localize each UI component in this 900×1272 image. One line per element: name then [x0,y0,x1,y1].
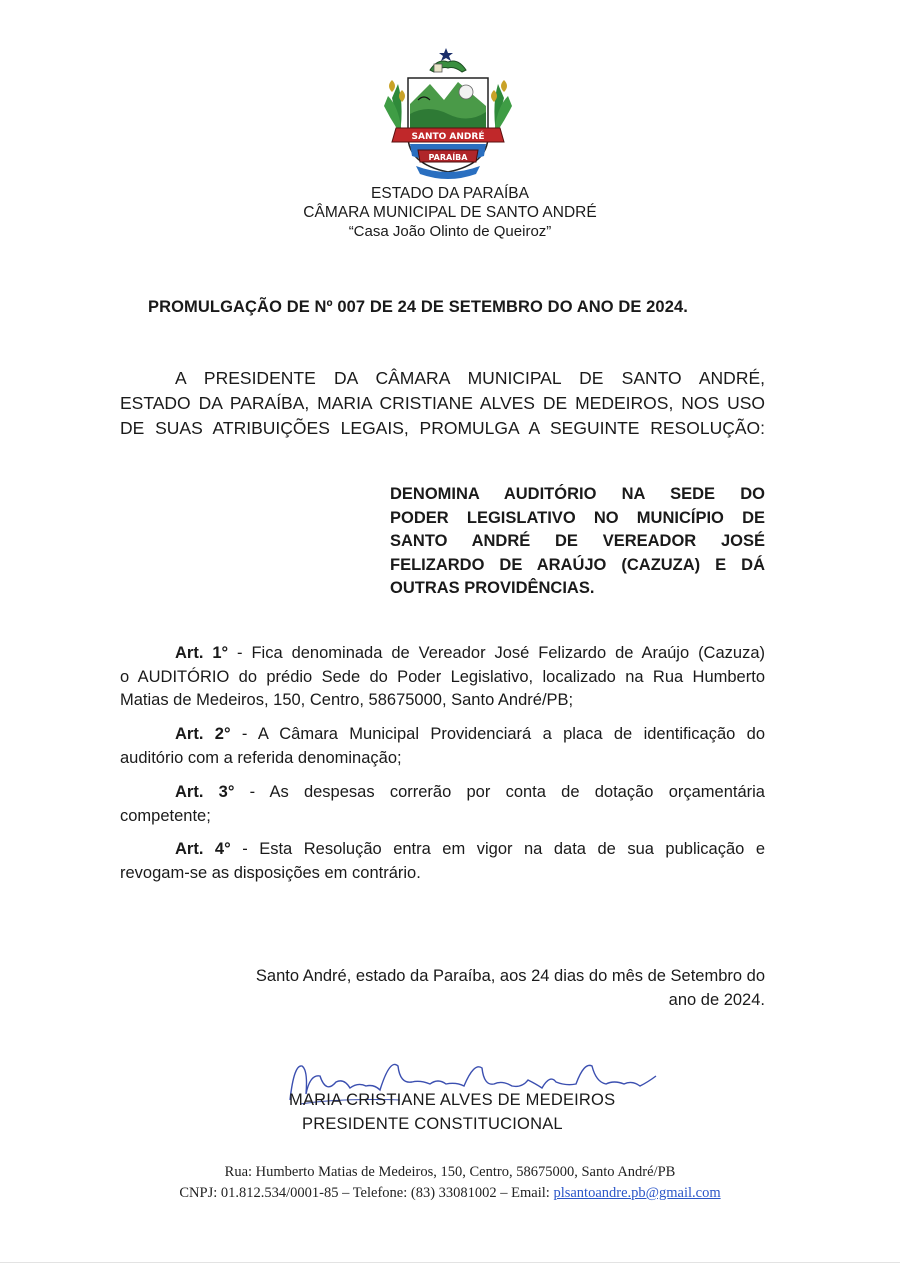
document-title: PROMULGAÇÃO DE Nº 007 DE 24 DE SETEMBRO DO ANO DE 2024. [148,298,688,316]
ementa-line: DENOMINA AUDITÓRIO NA SEDE DO [390,485,765,503]
preamble-line: DE SUAS ATRIBUIÇÕES LEGAIS, PROMULGA A SEGUINTE RESOLUÇÃO: [120,418,765,438]
article-text: o AUDITÓRIO do prédio Sede do Poder Legislativo, localizado na Rua Humberto [120,667,765,686]
article-text: competente; [120,806,211,825]
header-chamber: CÂMARA MUNICIPAL DE SANTO ANDRÉ [303,204,597,221]
ementa-line: PODER LEGISLATIVO NO MUNICÍPIO DE [390,508,765,527]
footer-address: Rua: Humberto Matias de Medeiros, 150, Centro, 58675000, Santo André/PB [224,1164,676,1180]
header-state: ESTADO DA PARAÍBA [371,185,529,202]
header-house: “Casa João Olinto de Queiroz” [348,223,552,240]
article-label: Art. 2° [175,725,231,743]
article-text: - Esta Resolução entra em vigor na data de sua publicação e [230,840,765,858]
page-bottom-rule [0,1262,900,1263]
article-text: - As despesas correrão por conta de dotação orçamentária [234,783,765,801]
ementa-line: OUTRAS PROVIDÊNCIAS. [390,579,595,597]
article-text: auditório com a referida denominação; [120,748,402,767]
footer-contact [0,1183,900,1203]
article-text: Matias de Medeiros, 150, Centro, 58675000, Santo André/PB; [120,691,574,709]
article-label: Art. 1° [175,644,229,662]
ementa-line: FELIZARDO DE ARAÚJO (CAZUZA) E DÁ [390,555,765,574]
article-4 [120,838,765,885]
preamble-paragraph [120,366,765,441]
article-text: revogam-se as disposições em contrário. [120,863,421,882]
article-label: Art. 3° [175,783,235,801]
article-1 [120,642,765,713]
closing-line-2: ano de 2024. [668,991,765,1009]
article-3 [120,781,765,828]
crest-banner-top-text: SANTO ANDRÉ [411,132,485,142]
footer-email-link[interactable]: plsantoandre.pb@gmail.com [553,1185,721,1201]
ementa-block [390,483,765,601]
municipal-crest-logo [378,44,518,184]
article-text: - A Câmara Municipal Providenciará a placa de identificação do [230,725,766,743]
footer-contact-text: CNPJ: 01.812.534/0001-85 – Telefone: (83) 33081002 – Email: [179,1185,554,1201]
preamble-line: ESTADO DA PARAÍBA, MARIA CRISTIANE ALVES DE MEDEIROS, NOS USO [120,393,765,413]
article-text: - Fica denominada de Vereador José Felizardo de Araújo (Cazuza) [228,644,765,662]
signatory-role: PRESIDENTE CONSTITUCIONAL [302,1115,563,1133]
closing-line-1: Santo André, estado da Paraíba, aos 24 dias do mês de Setembro do [255,967,765,985]
preamble-line: A PRESIDENTE DA CÂMARA MUNICIPAL DE SANTO ANDRÉ, [175,368,765,388]
article-label: Art. 4° [175,840,231,858]
article-2 [120,723,765,770]
crest-star-icon [439,48,453,61]
crest-banner-bottom-text: PARAÍBA [428,153,468,162]
signatory-name: MARIA CRISTIANE ALVES DE MEDEIROS [289,1091,616,1109]
ementa-line: SANTO ANDRÉ DE VEREADOR JOSÉ [390,532,765,550]
closing-dateline [120,964,765,1012]
